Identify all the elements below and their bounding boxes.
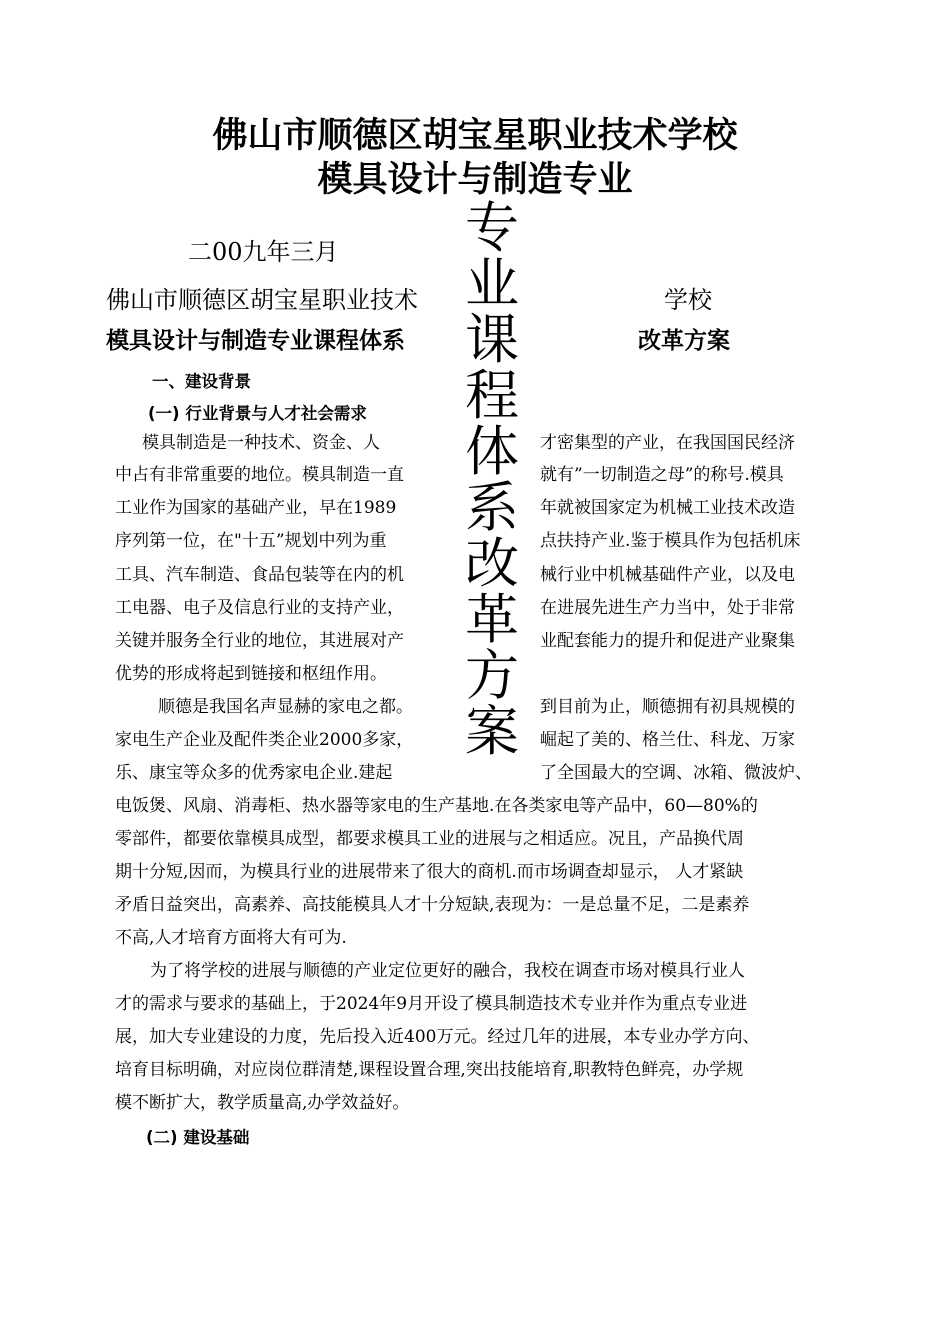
para1-right-line: 械行业中机械基础件产业，以及电 [540,565,795,585]
para3-line: 培育目标明确，对应岗位群清楚,课程设置合理,突出技能培育,职教特色鲜亮，办学规 [115,1060,744,1080]
vertical-char: 革 [465,588,519,651]
para2-line: 电饭煲、风扇、消毒柜、热水器等家电的生产基地.在各类家电等产品中，60—80%的 [115,796,758,816]
para1-left-line: 中占有非常重要的地位。模具制造一直 [115,465,404,485]
para2-right-line: 到目前为止，顺德拥有初具规模的 [540,697,795,717]
para3-line: 为了将学校的进展与顺德的产业定位更好的融合，我校在调查市场对模具行业人 [150,961,745,981]
para1-left-line: 序列第一位，在"十五”规划中列为重 [115,531,387,551]
para1-left-line: 优势的形成将起到链接和枢纽作用。 [115,664,387,684]
para1-right-line: 才密集型的产业，在我国国民经济 [540,433,795,453]
para1-left-line: 模具制造是一种技术、资金、人 [142,433,380,453]
vertical-title [452,196,532,763]
vertical-char: 课 [465,308,519,371]
school-name-right: 学校 [664,286,712,314]
para2-left-line: 乐、康宝等众多的优秀家电企业.建起 [115,763,393,783]
para3-line: 才的需求与要求的基础上，于2024年9月开设了模具制造技术专业并作为重点专业进 [115,994,748,1014]
vertical-char: 专 [465,196,519,259]
vertical-char: 业 [465,252,519,315]
subsection-heading: (一) 行业背景与人才社会需求 [148,404,367,423]
plan-title-left: 模具设计与制造专业课程体系 [106,328,405,354]
para2-line: 期十分短,因而，为模具行业的进展带来了很大的商机.而市场调查却显示， 人才紧缺 [115,862,744,882]
document-subtitle: 模具设计与制造专业 [317,160,633,200]
para1-left-line: 工具、汽车制造、食品包装等在内的机 [115,565,404,585]
school-name-left: 佛山市顺德区胡宝星职业技术 [106,286,418,314]
vertical-char: 系 [465,476,519,539]
plan-title-right: 改革方案 [638,328,730,354]
para2-right-line: 了全国最大的空调、冰箱、微波炉、 [540,763,812,783]
document-date: 二00九年三月 [188,238,339,266]
vertical-char: 方 [465,644,519,707]
para2-left-line: 顺德是我国名声显赫的家电之都。 [158,697,413,717]
para1-left-line: 工业作为国家的基础产业，早在1989 [115,498,397,518]
para1-left-line: 工电器、电子及信息行业的支持产业， [115,598,404,618]
subsection-heading: (二) 建设基础 [146,1128,250,1147]
vertical-char: 案 [465,700,519,763]
para3-line: 展，加大专业建设的力度，先后投入近400万元。经过几年的进展，本专业办学方向、 [115,1027,760,1047]
section-heading: 一、建设背景 [152,372,251,391]
para1-right-line: 业配套能力的提升和促进产业聚集 [540,631,795,651]
para1-right-line: 在进展先进生产力当中，处于非常 [540,598,795,618]
vertical-char: 体 [465,420,519,483]
para2-right-line: 崛起了美的、格兰仕、科龙、万家 [540,730,795,750]
para3-line: 模不断扩大，教学质量高,办学效益好。 [115,1093,410,1113]
para1-right-line: 年就被国家定为机械工业技术改造 [540,498,795,518]
document-title: 佛山市顺德区胡宝星职业技术学校 [212,116,738,156]
para2-line: 不高,人才培育方面将大有可为. [115,928,347,948]
para1-right-line: 就有”一切制造之母”的称号.模具 [540,465,784,485]
vertical-char: 改 [465,532,519,595]
para1-right-line: 点扶持产业.鉴于模具作为包括机床 [540,531,801,551]
para2-left-line: 家电生产企业及配件类企业2000多家， [115,730,414,750]
para2-line: 矛盾日益突出，高素养、高技能模具人才十分短缺,表现为：一是总量不足，二是素养 [115,895,750,915]
para2-line: 零部件，都要依靠模具成型，都要求模具工业的进展与之相适应。况且，产品换代周 [115,829,744,849]
vertical-char: 程 [465,364,519,427]
para1-left-line: 关键并服务全行业的地位，其进展对产 [115,631,404,651]
